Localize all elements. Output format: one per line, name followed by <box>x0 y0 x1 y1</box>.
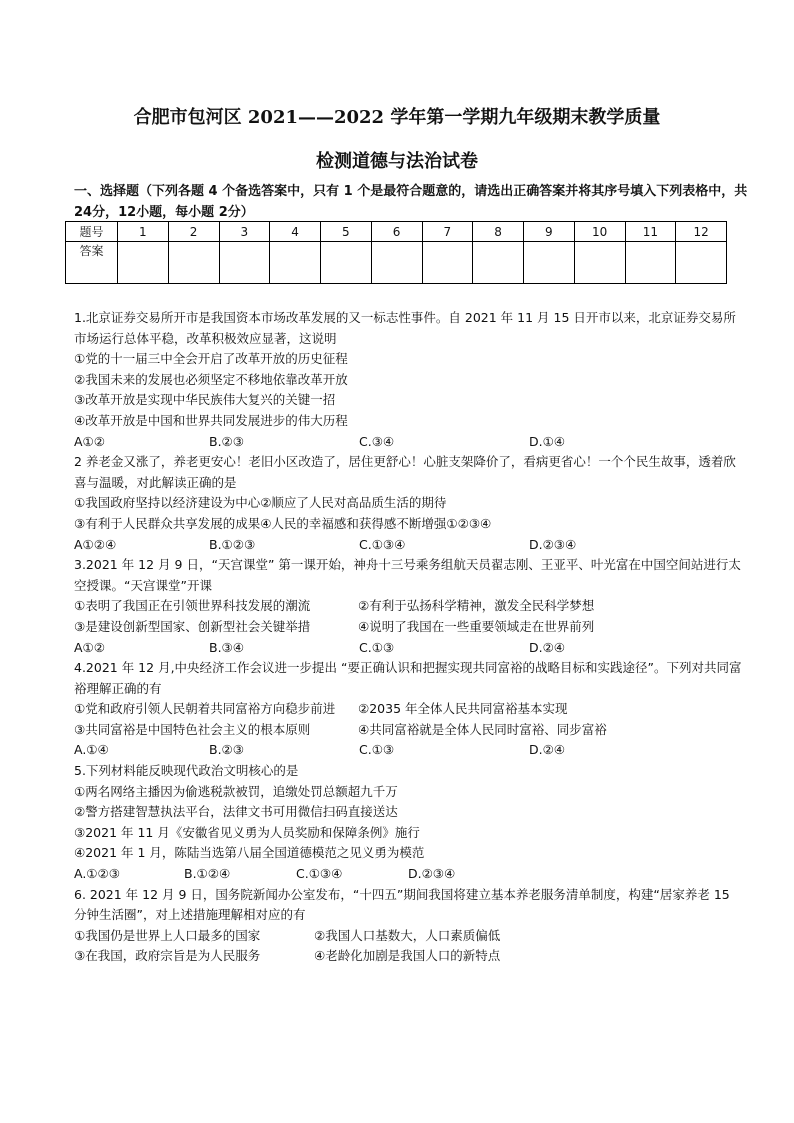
statement-item: ③改革开放是实现中华民族伟大复兴的关键一招 <box>74 392 336 408</box>
option-c: C.①③④ <box>359 536 406 552</box>
statement-item: ③2021 年 11 月《安徽省见义勇为人员奖励和保障条例》施行 <box>74 824 420 840</box>
option-a: A.①②③ <box>74 866 120 882</box>
answer-label-cell: 答案 <box>66 242 118 284</box>
statement-item: ④改革开放是中国和世界共同发展进步的伟大历程 <box>74 412 348 428</box>
answer-options <box>74 638 746 659</box>
exam-title-line2: 检测道德与法治试卷 <box>316 151 478 172</box>
question-number-cell: 8 <box>473 222 524 242</box>
statement-item: ③有利于人民群众共享发展的成果④人民的幸福感和获得感不断增强①②③④ <box>74 515 492 531</box>
option-a: A.①④ <box>74 742 109 758</box>
option-a: A①② <box>74 433 105 449</box>
option-d: D.②④ <box>529 639 566 655</box>
answer-cell[interactable] <box>625 242 676 284</box>
option-d: D.②③④ <box>408 866 456 882</box>
option-c: C.①③ <box>359 639 395 655</box>
question-stem: 4.2021 年 12 月,中央经济工作会议进一步提出 “要正确认识和把握实现共同富裕的战略目标和实践途径”。下列对共同富裕理解正确的有 <box>74 660 742 696</box>
statement-item: ②警方搭建智慧执法平台，法律文书可用微信扫码直接送达 <box>74 804 398 820</box>
header-label-cell: 题号 <box>66 222 118 242</box>
exam-title-line1: 合肥市包河区 2021——2022 学年第一学期九年级期末教学质量 <box>133 107 661 128</box>
question-number-cell: 1 <box>118 222 169 242</box>
answer-table-header-row <box>66 222 727 242</box>
answer-options <box>74 864 746 885</box>
answer-cell[interactable] <box>371 242 422 284</box>
question-stem: 3.2021 年 12 月 9 日，“天宫课堂” 第一课开始，神舟十三号乘务组航天员翟志刚、王亚平、叶光富在中国空间站进行太空授课。“天宫课堂”开课 <box>74 557 741 593</box>
option-d: D.①④ <box>529 433 566 449</box>
statement-item: ①两名网络主播因为偷逃税款被罚，追缴处罚总额超九千万 <box>74 783 398 799</box>
question-2 <box>74 452 746 555</box>
answer-cell[interactable] <box>422 242 473 284</box>
statement-pair <box>74 946 746 967</box>
option-a: A①②④ <box>74 536 117 552</box>
question-number-cell: 3 <box>219 222 270 242</box>
section-heading: 一、选择题（下列各题 4 个备选答案中，只有 1 个是最符合题意的，请选出正确答案并将其序号填入下列表格中，共 24分，12小题，每小题 2分） <box>74 184 748 220</box>
question-number-cell: 5 <box>321 222 372 242</box>
answer-cell[interactable] <box>574 242 625 284</box>
question-number-cell: 2 <box>168 222 219 242</box>
question-stem: 1.北京证券交易所开市是我国资本市场改革发展的又一标志性事件。自 2021 年 11 月 15 日开市以来，北京证券交易所市场运行总体平稳，改革积极效应显著，这说明 <box>74 310 736 346</box>
statement-pair <box>74 699 746 720</box>
question-number-cell: 7 <box>422 222 473 242</box>
answer-cell[interactable] <box>118 242 169 284</box>
statement-pair <box>74 617 746 638</box>
option-b: B.②③ <box>209 433 244 449</box>
question-number-cell: 4 <box>270 222 321 242</box>
option-c: C.①③ <box>359 742 395 758</box>
statement-item: ①我国仍是世界上人口最多的国家 <box>74 927 261 943</box>
statement-item: ③在我国，政府宗旨是为人民服务 <box>74 948 261 964</box>
question-1 <box>74 308 746 452</box>
statement-item: ②我国人口基数大，人口素质偏低 <box>314 927 501 943</box>
question-number-cell: 9 <box>524 222 575 242</box>
option-c: C.①③④ <box>296 866 343 882</box>
question-list <box>74 308 746 967</box>
statement-item: ④共同富裕就是全体人民同时富裕、同步富裕 <box>358 721 607 737</box>
answer-cell[interactable] <box>473 242 524 284</box>
statement-item: ②2035 年全体人民共同富裕基本实现 <box>358 701 568 717</box>
option-b: B.①②③ <box>209 536 256 552</box>
question-stem: 5.下列材料能反映现代政治文明核心的是 <box>74 763 299 779</box>
statement-item: ③共同富裕是中国特色社会主义的根本原则 <box>74 721 311 737</box>
question-5 <box>74 761 746 885</box>
option-b: B.③④ <box>209 639 244 655</box>
statement-item: ①党和政府引领人民朝着共同富裕方向稳步前进 <box>74 701 336 717</box>
option-c: C.③④ <box>359 433 395 449</box>
option-a: A①② <box>74 639 105 655</box>
statement-item: ①我国政府坚持以经济建设为中心②顺应了人民对高品质生活的期待 <box>74 495 447 511</box>
statement-item: ①党的十一届三中全会开启了改革开放的历史征程 <box>74 351 348 367</box>
question-4 <box>74 658 746 761</box>
answer-options <box>74 740 746 761</box>
answer-options <box>74 535 746 556</box>
question-number-cell: 11 <box>625 222 676 242</box>
answer-cell[interactable] <box>219 242 270 284</box>
statement-item: ④2021 年 1 月，陈陆当选第八届全国道德模范之见义勇为模范 <box>74 845 425 861</box>
option-d: D.②④ <box>529 742 566 758</box>
question-stem: 2 养老金又涨了，养老更安心！老旧小区改造了，居住更舒心！心脏支架降价了，看病更省心！一个个民生故事，透着欣喜与温暖，对此解读正确的是 <box>74 454 736 490</box>
answer-table <box>65 221 727 284</box>
question-6 <box>74 885 746 967</box>
statement-item: ④说明了我国在一些重要领域走在世界前列 <box>358 618 595 634</box>
option-b: B.①②④ <box>184 866 231 882</box>
answer-cell[interactable] <box>676 242 727 284</box>
question-3 <box>74 555 746 658</box>
statement-pair <box>74 596 746 617</box>
answer-cell[interactable] <box>270 242 321 284</box>
statement-item: ③是建设创新型国家、创新型社会关键举措 <box>74 618 311 634</box>
statement-pair <box>74 720 746 741</box>
answer-cell[interactable] <box>524 242 575 284</box>
option-b: B.②③ <box>209 742 244 758</box>
answer-options <box>74 432 746 453</box>
statement-item: ②有利于弘扬科学精神，激发全民科学梦想 <box>358 598 595 614</box>
question-stem: 6. 2021 年 12 月 9 日，国务院新闻办公室发布，“十四五”期间我国将建立基本养老服务清单制度，构建“居家养老 15 分钟生活圈”，对上述措施理解相对应的有 <box>74 886 730 923</box>
answer-cell[interactable] <box>168 242 219 284</box>
answer-cell[interactable] <box>321 242 372 284</box>
option-d: D.②③④ <box>529 536 577 552</box>
statement-item: ①表明了我国正在引领世界科技发展的潮流 <box>74 598 311 614</box>
statement-item: ②我国未来的发展也必须坚定不移地依靠改革开放 <box>74 371 348 387</box>
statement-pair <box>74 926 746 947</box>
question-number-cell: 10 <box>574 222 625 242</box>
question-number-cell: 6 <box>371 222 422 242</box>
statement-item: ④老龄化加剧是我国人口的新特点 <box>314 948 501 964</box>
answer-table-answer-row <box>66 242 727 284</box>
question-number-cell: 12 <box>676 222 727 242</box>
